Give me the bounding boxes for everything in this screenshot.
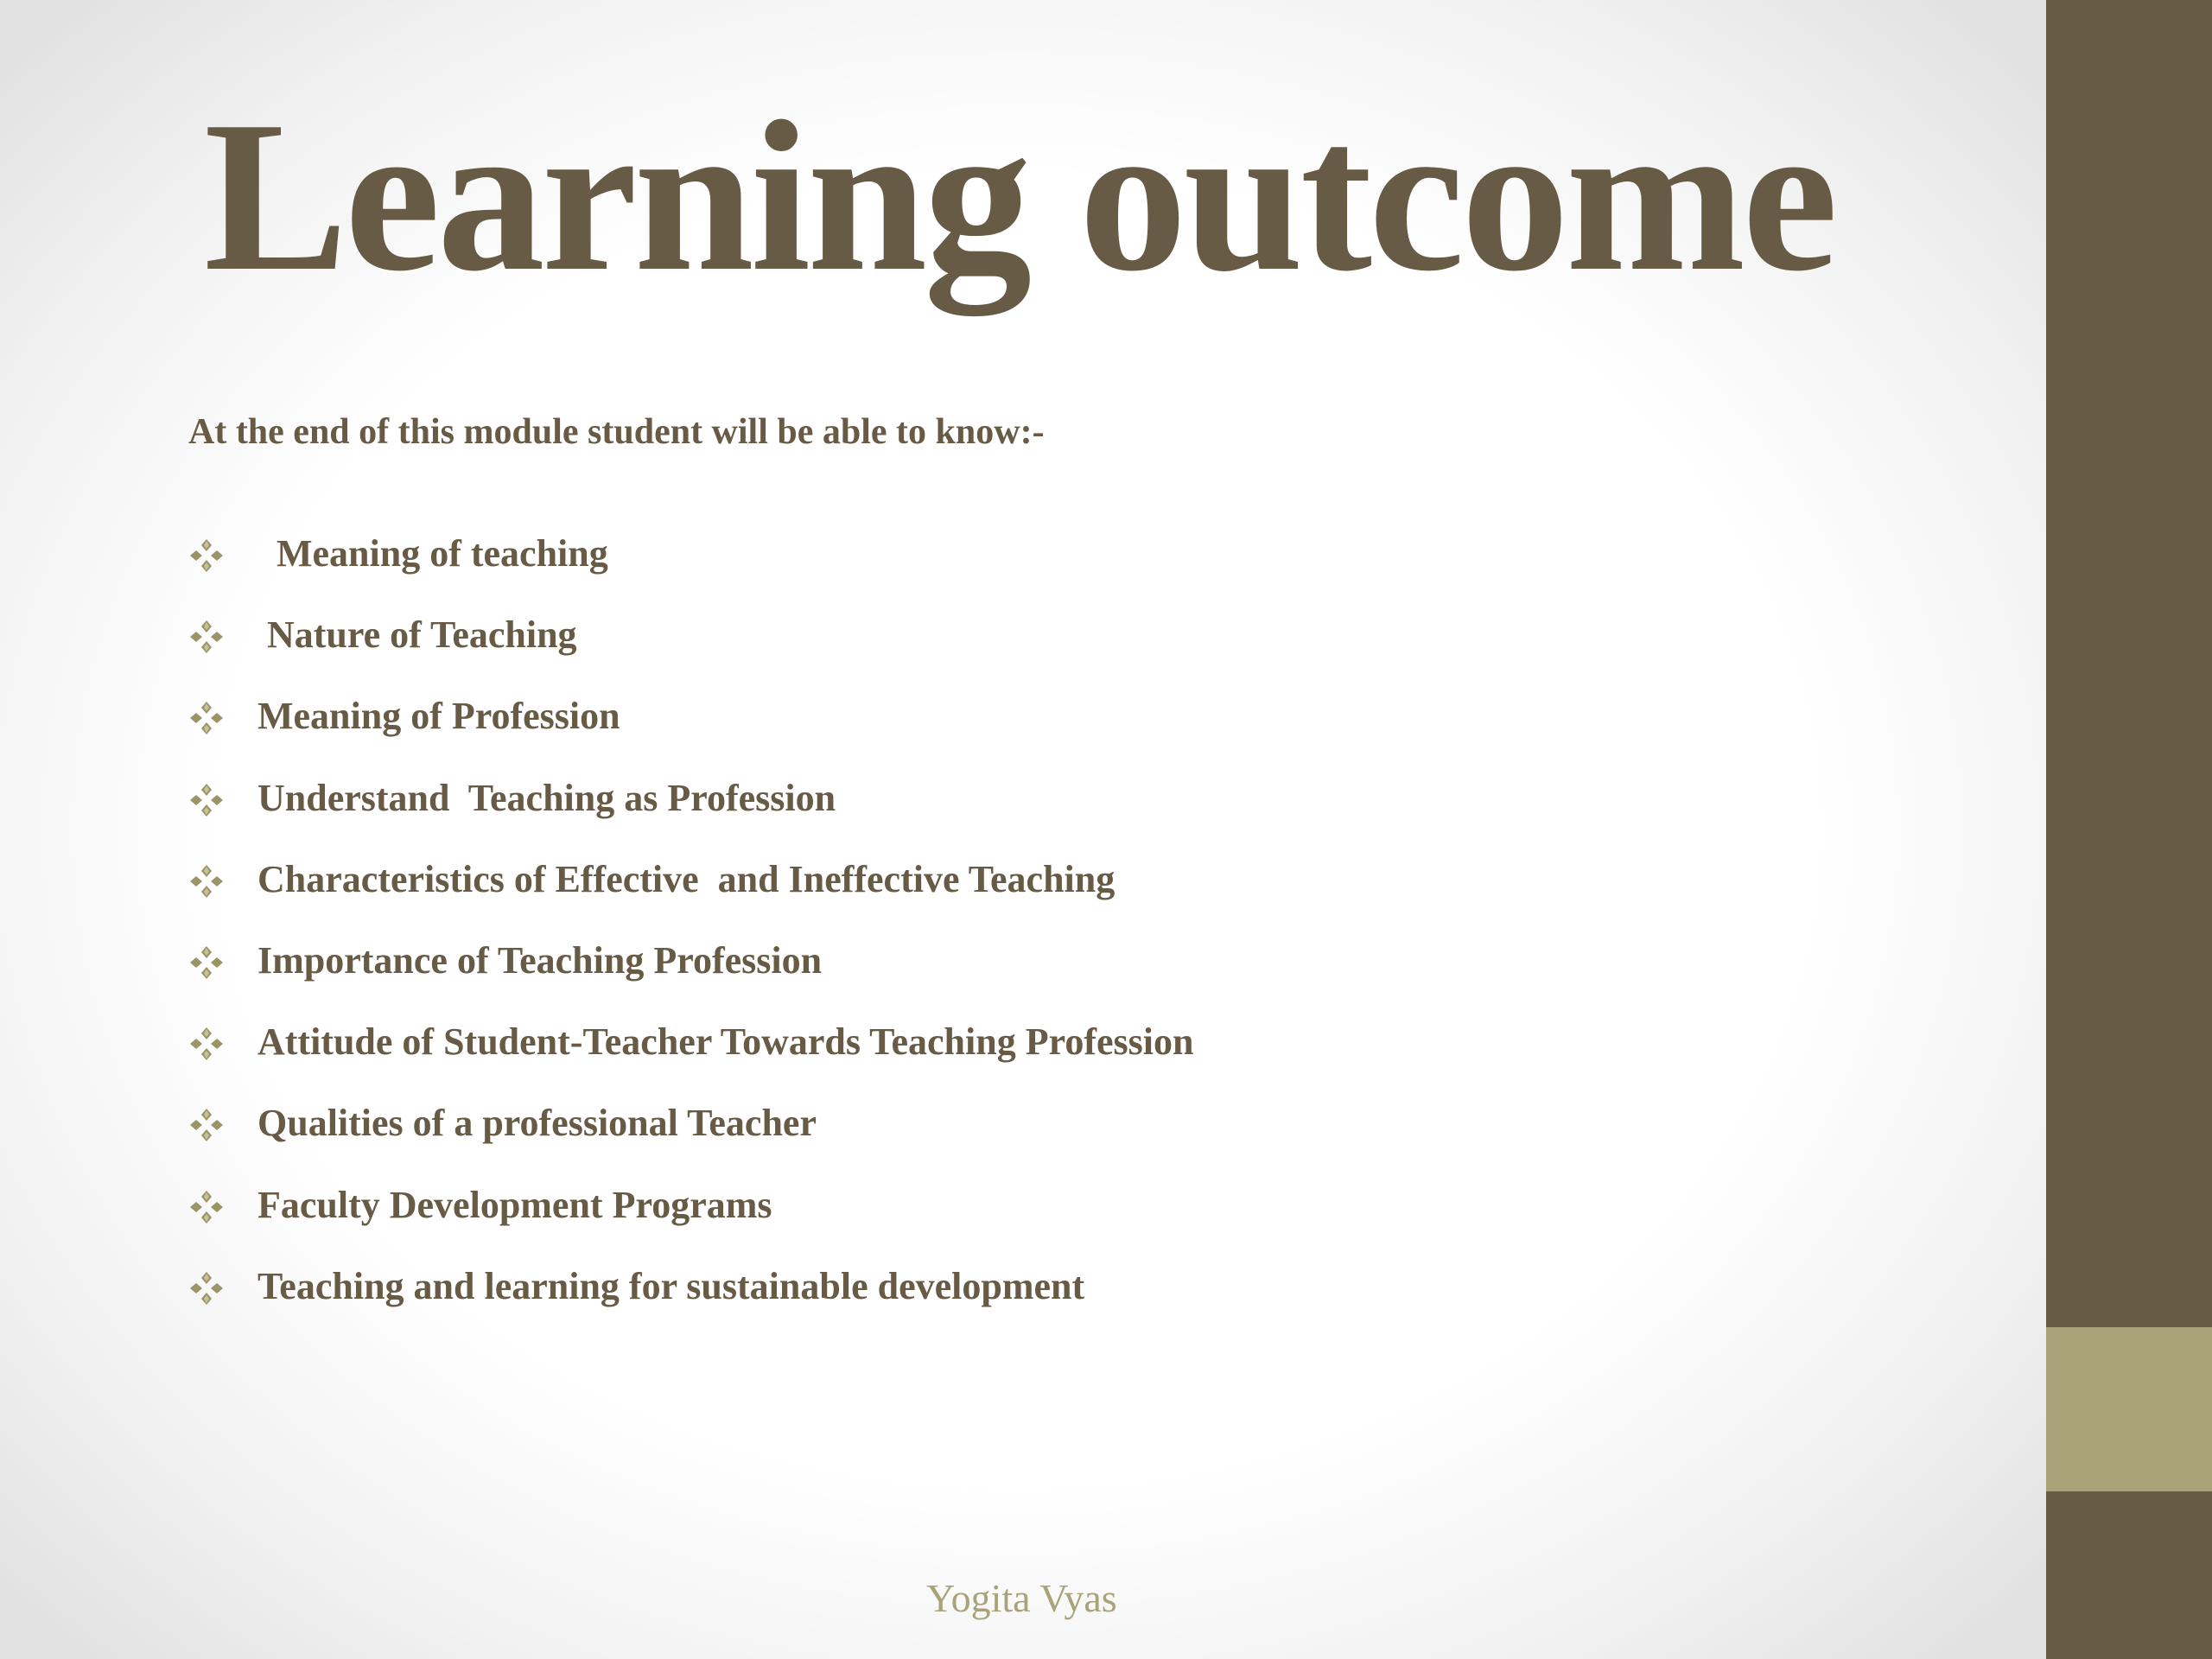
list-item-text: Importance of Teaching Profession [257, 938, 823, 982]
four-diamond-bullet-icon [185, 779, 228, 822]
list-item-text: Attitude of Student-Teacher Towards Teaching Profession [257, 1020, 1194, 1064]
list-item-text: Teaching and learning for sustainable development [257, 1264, 1085, 1307]
list-item-text: Nature of Teaching [257, 613, 577, 657]
four-diamond-bullet-icon [185, 1022, 228, 1065]
four-diamond-bullet-icon [185, 860, 228, 903]
list-item-text: Faculty Development Programs [257, 1183, 772, 1226]
four-diamond-bullet-icon [185, 615, 228, 658]
side-accent-block [2046, 1327, 2212, 1491]
list-item-text: Meaning of teaching [257, 532, 608, 575]
list-item-text: Qualities of a professional Teacher [257, 1102, 817, 1145]
four-diamond-bullet-icon [185, 1185, 228, 1229]
footer-author: Yogita Vyas [926, 1576, 1117, 1620]
four-diamond-bullet-icon [185, 1103, 228, 1147]
four-diamond-bullet-icon [185, 696, 228, 740]
four-diamond-bullet-icon [185, 941, 228, 984]
list-item-text: Understand Teaching as Profession [257, 776, 836, 819]
four-diamond-bullet-icon [185, 1267, 228, 1310]
list-item-text: Meaning of Profession [257, 695, 620, 738]
list-item-text: Characteristics of Effective and Ineffective Teaching [257, 857, 1116, 900]
intro-text: At the end of this module student will be able to know:- [188, 412, 1045, 452]
slide-title: Learning outcome [204, 77, 1835, 316]
four-diamond-bullet-icon [185, 534, 228, 577]
